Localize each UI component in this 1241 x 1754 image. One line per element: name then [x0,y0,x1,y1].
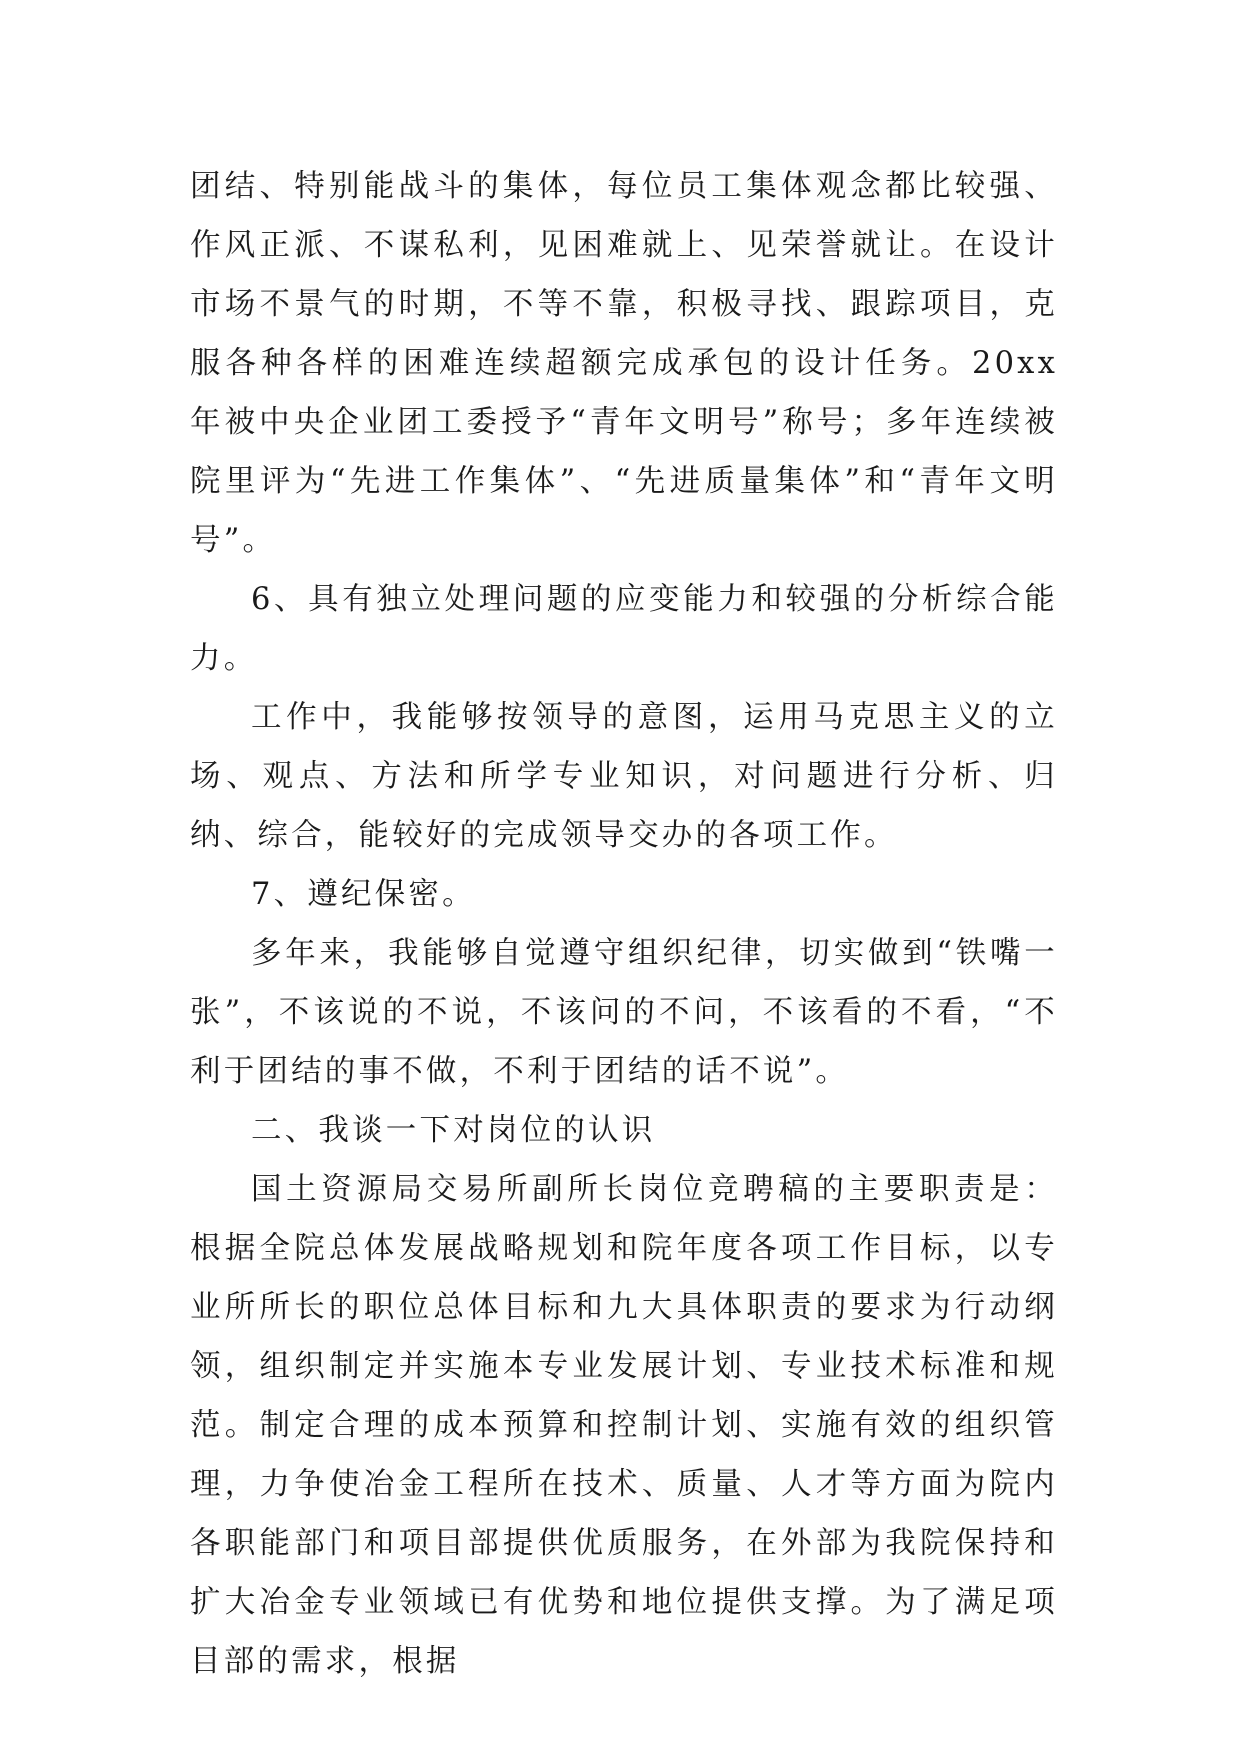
paragraph-continuation: 团结、特别能战斗的集体，每位员工集体观念都比较强、作风正派、不谋私利，见困难就上、见荣誉就让。在设计市场不景气的时期，不等不靠，积极寻找、跟踪项目，克服各种各样的困难连续超额完成承包的设计任务。20xx 年被中央企业团工委授予“青年文明号”称号；多年连续被院里评为“先进工作集体”、“先进质量集体”和“青年文明号”。 [190,169,1058,558]
paragraph-item-7-heading: 7、遵纪保密。 [251,877,476,912]
paragraph-role-duties: 国土资源局交易所副所长岗位竞聘稿的主要职责是：根据全院总体发展战略规划和院年度各项工作目标，以专业所所长的职位总体目标和九大具体职责的要求为行动纲领，组织制定并实施本专业发展计划、专业技术标准和规范。制定合理的成本预算和控制计划、实施有效的组织管理，力争使冶金工程所在技术、质量、人才等方面为院内各职能部门和项目部提供优质服务，在外部为我院保持和扩大冶金专业领域已有优势和地位提供支撑。为了满足项目部的需求，根据 [190,1172,1058,1679]
paragraph-item-6-heading: 6、具有独立处理问题的应变能力和较强的分析综合能力。 [190,582,1058,676]
paragraph-item-7-body: 多年来，我能够自觉遵守组织纪律，切实做到“铁嘴一张”，不该说的不说，不该问的不问，不该看的不看，“不利于团结的事不做，不利于团结的话不说”。 [190,936,1058,1089]
paragraph-item-6-body: 工作中，我能够按领导的意图，运用马克思主义的立场、观点、方法和所学专业知识，对问题进行分析、归纳、综合，能较好的完成领导交办的各项工作。 [190,700,1058,853]
section-heading-2: 二、我谈一下对岗位的认识 [251,1113,656,1148]
document-body [190,157,1058,1691]
